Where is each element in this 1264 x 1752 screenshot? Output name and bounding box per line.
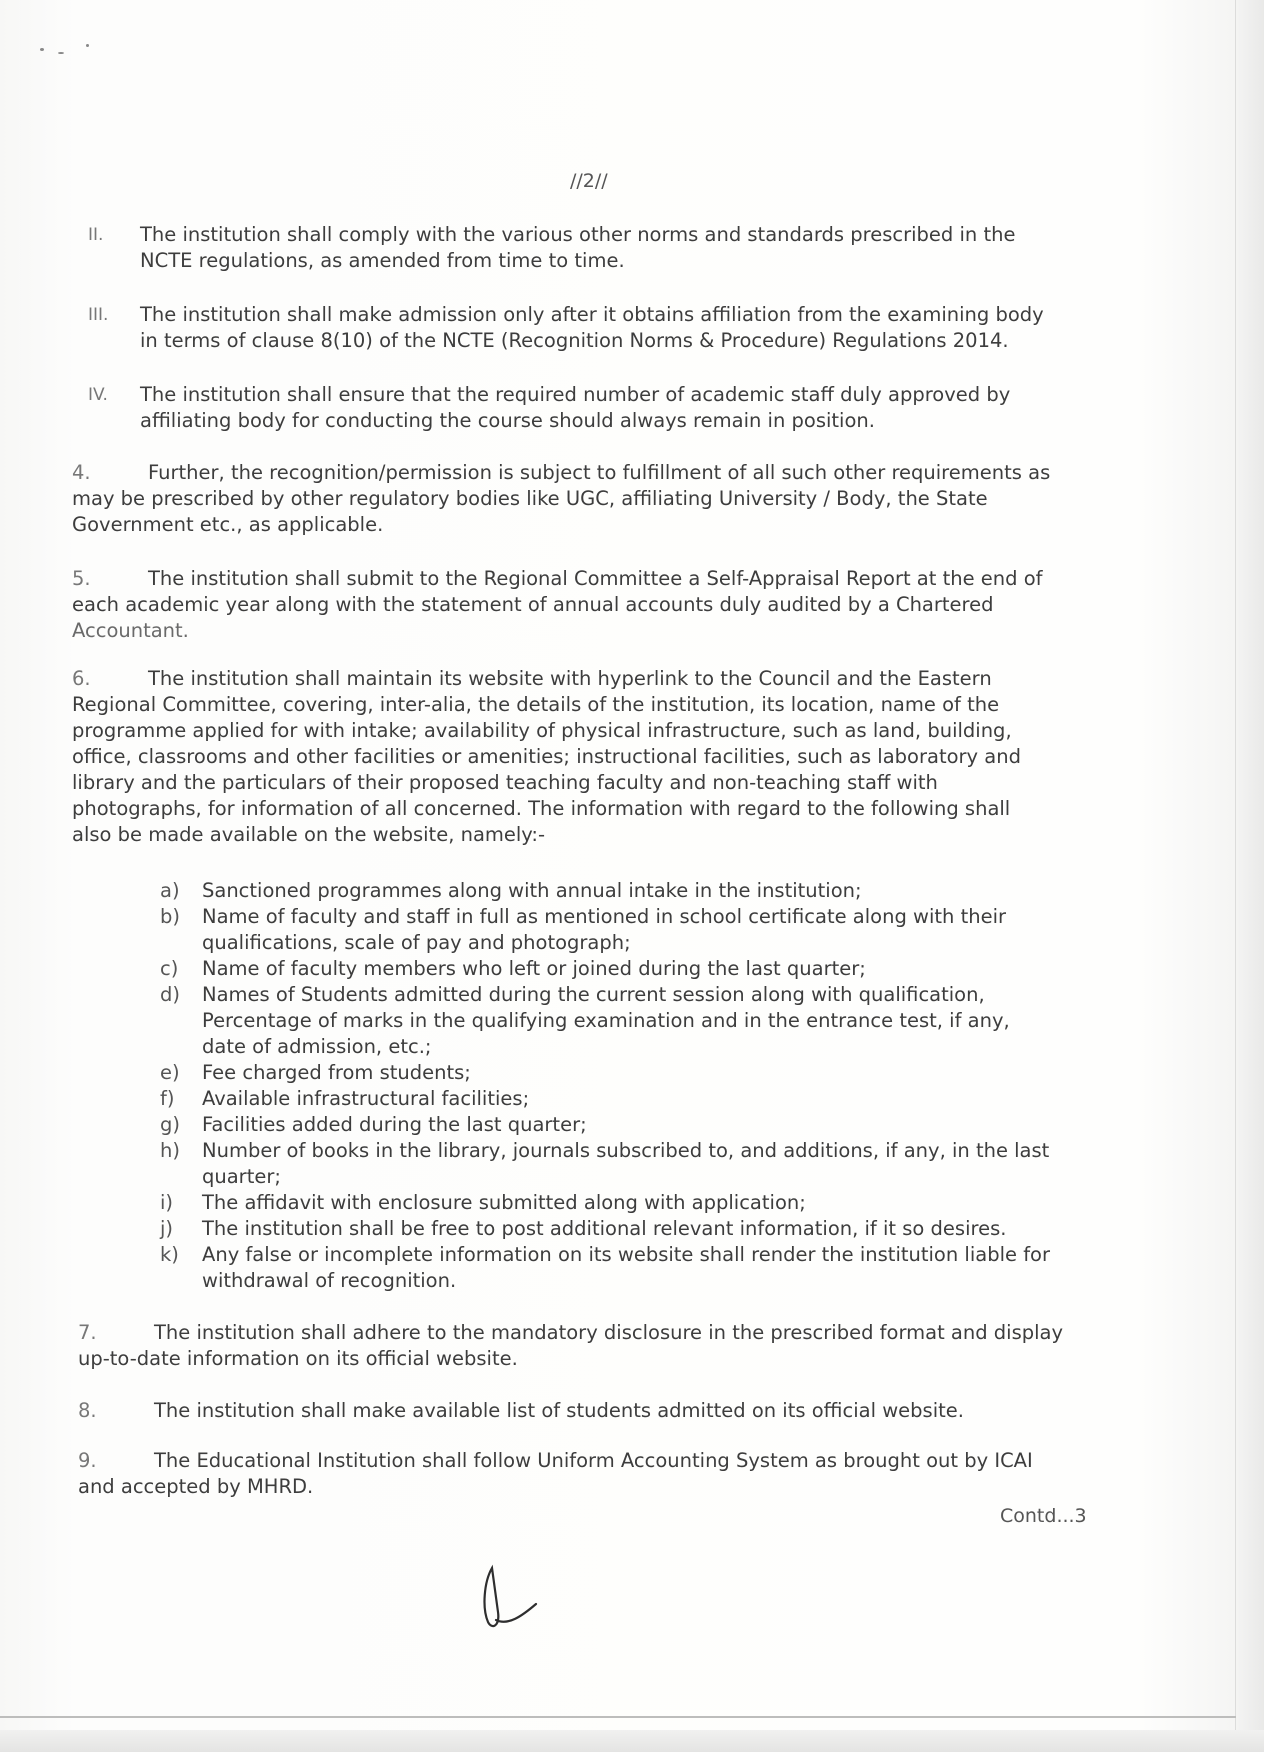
paragraph-number: 7. — [78, 1321, 97, 1344]
paragraph-line: Accountant. — [72, 619, 189, 642]
list-item-c — [160, 956, 1100, 982]
list-line: Facilities added during the last quarter; — [202, 1113, 587, 1136]
list-text — [202, 878, 862, 904]
condition-line: affiliating body for conducting the course should always remain in position. — [140, 409, 875, 432]
list-letter: a) — [160, 879, 180, 902]
list-item-a — [160, 878, 1100, 904]
paragraph-number: 8. — [78, 1399, 97, 1422]
list-item-i — [160, 1190, 1100, 1216]
list-line: quarter; — [202, 1165, 281, 1188]
list-line: Sanctioned programmes along with annual intake in the institution; — [202, 879, 862, 902]
list-letter: e) — [160, 1061, 180, 1084]
list-line: qualifications, scale of pay and photograph; — [202, 931, 631, 954]
list-letter: c) — [160, 957, 179, 980]
paragraph-8 — [78, 1398, 1098, 1424]
list-item-k — [160, 1242, 1100, 1294]
paragraph-line: The institution shall submit to the Regional Committee a Self-Appraisal Report at the end of — [148, 567, 1043, 590]
list-text — [202, 1138, 1049, 1190]
paragraph-line: library and the particulars of their proposed teaching faculty and non-teaching staff with — [72, 771, 938, 794]
paragraph-4 — [72, 460, 1092, 538]
list-text — [202, 982, 1010, 1060]
condition-line: in terms of clause 8(10) of the NCTE (Recognition Norms & Procedure) Regulations 2014. — [140, 329, 1009, 352]
list-text — [202, 956, 866, 982]
paragraph-line: Government etc., as applicable. — [72, 513, 384, 536]
condition-iii — [88, 302, 1098, 358]
list-item-g — [160, 1112, 1100, 1138]
condition-number: II. — [88, 225, 104, 245]
list-line: withdrawal of recognition. — [202, 1269, 457, 1292]
list-text — [202, 1242, 1050, 1294]
page-bottom-rule — [0, 1716, 1236, 1718]
signature-icon — [474, 1560, 554, 1632]
condition-line: The institution shall make admission only after it obtains affiliation from the examining body — [140, 303, 1044, 326]
list-line: date of admission, etc.; — [202, 1035, 432, 1058]
scan-bottom-edge — [0, 1730, 1264, 1752]
condition-iv — [88, 382, 1098, 438]
condition-number: IV. — [88, 385, 108, 405]
paragraph-9 — [78, 1448, 1098, 1500]
paragraph-7 — [78, 1320, 1098, 1372]
condition-line: NCTE regulations, as amended from time to time. — [140, 249, 625, 272]
paragraph-5 — [72, 566, 1092, 644]
list-letter: k) — [160, 1243, 179, 1266]
page-number: //2// — [570, 170, 608, 192]
list-text — [202, 1216, 1006, 1242]
paragraph-line: The institution shall maintain its website with hyperlink to the Council and the Eastern — [148, 667, 992, 690]
paragraph-number: 5. — [72, 567, 91, 590]
scan-speck — [58, 52, 64, 54]
list-letter: b) — [160, 905, 180, 928]
paragraph-number: 6. — [72, 667, 91, 690]
paragraph-line: The institution shall adhere to the mandatory disclosure in the prescribed format and display — [154, 1321, 1064, 1344]
list-letter: h) — [160, 1139, 180, 1162]
paragraph-line: may be prescribed by other regulatory bodies like UGC, affiliating University / Body, the State — [72, 487, 988, 510]
condition-line: The institution shall comply with the various other norms and standards prescribed in the — [140, 223, 1016, 246]
list-item-e — [160, 1060, 1100, 1086]
list-text — [202, 904, 1006, 956]
condition-line: The institution shall ensure that the required number of academic staff duly approved by — [140, 383, 1011, 406]
list-line: Name of faculty and staff in full as mentioned in school certificate along with their — [202, 905, 1007, 928]
list-line: Names of Students admitted during the current session along with qualification, — [202, 983, 985, 1006]
list-line: Name of faculty members who left or joined during the last quarter; — [202, 957, 866, 980]
list-line: Any false or incomplete information on its website shall render the institution liable for — [202, 1243, 1051, 1266]
paragraph-6 — [72, 666, 1092, 848]
paragraph-line: also be made available on the website, namely:- — [72, 823, 546, 846]
list-line: Number of books in the library, journals subscribed to, and additions, if any, in the last — [202, 1139, 1050, 1162]
paragraph-line: The Educational Institution shall follow Uniform Accounting System as brought out by ICAI — [154, 1449, 1033, 1472]
paragraph-line: up-to-date information on its official website. — [78, 1347, 518, 1370]
list-letter: i) — [160, 1191, 174, 1214]
list-line: Available infrastructural facilities; — [202, 1087, 530, 1110]
list-text — [202, 1086, 529, 1112]
paragraph-line: each academic year along with the statement of annual accounts duly audited by a Chartered — [72, 593, 994, 616]
list-line: Fee charged from students; — [202, 1061, 471, 1084]
paragraph-number: 4. — [72, 461, 91, 484]
paragraph-line: The institution shall make available list of students admitted on its official website. — [154, 1399, 964, 1422]
condition-ii — [88, 222, 1098, 278]
list-item-d — [160, 982, 1100, 1060]
scan-speck — [40, 48, 44, 51]
paragraph-line: programme applied for with intake; availability of physical infrastructure, such as land, building, — [72, 719, 1012, 742]
list-line: The affidavit with enclosure submitted along with application; — [202, 1191, 806, 1214]
list-letter: j) — [160, 1217, 174, 1240]
list-item-j — [160, 1216, 1100, 1242]
list-item-f — [160, 1086, 1100, 1112]
condition-text — [140, 302, 1044, 354]
list-letter: f) — [160, 1087, 175, 1110]
list-text — [202, 1112, 587, 1138]
paragraph-line: Further, the recognition/permission is subject to fulfillment of all such other requirements as — [148, 461, 1051, 484]
paragraph-line: Regional Committee, covering, inter-alia, the details of the institution, its location, name of the — [72, 693, 1000, 716]
list-letter: d) — [160, 983, 180, 1006]
list-item-h — [160, 1138, 1100, 1190]
continued-marker: Contd...3 — [1000, 1505, 1087, 1527]
paragraph-line: and accepted by MHRD. — [78, 1475, 314, 1498]
list-item-b — [160, 904, 1100, 956]
list-line: Percentage of marks in the qualifying examination and in the entrance test, if any, — [202, 1009, 1010, 1032]
scan-speck — [86, 44, 89, 47]
list-letter: g) — [160, 1113, 180, 1136]
paragraph-line: photographs, for information of all concerned. The information with regard to the following shall — [72, 797, 1011, 820]
list-text — [202, 1190, 806, 1216]
page-edge-shadow — [1235, 0, 1264, 1752]
condition-number: III. — [88, 305, 109, 325]
condition-text — [140, 382, 1010, 434]
paragraph-number: 9. — [78, 1449, 97, 1472]
list-line: The institution shall be free to post additional relevant information, if it so desires. — [202, 1217, 1007, 1240]
condition-text — [140, 222, 1015, 274]
list-text — [202, 1060, 471, 1086]
paragraph-line: office, classrooms and other facilities or amenities; instructional facilities, such as laboratory and — [72, 745, 1021, 768]
